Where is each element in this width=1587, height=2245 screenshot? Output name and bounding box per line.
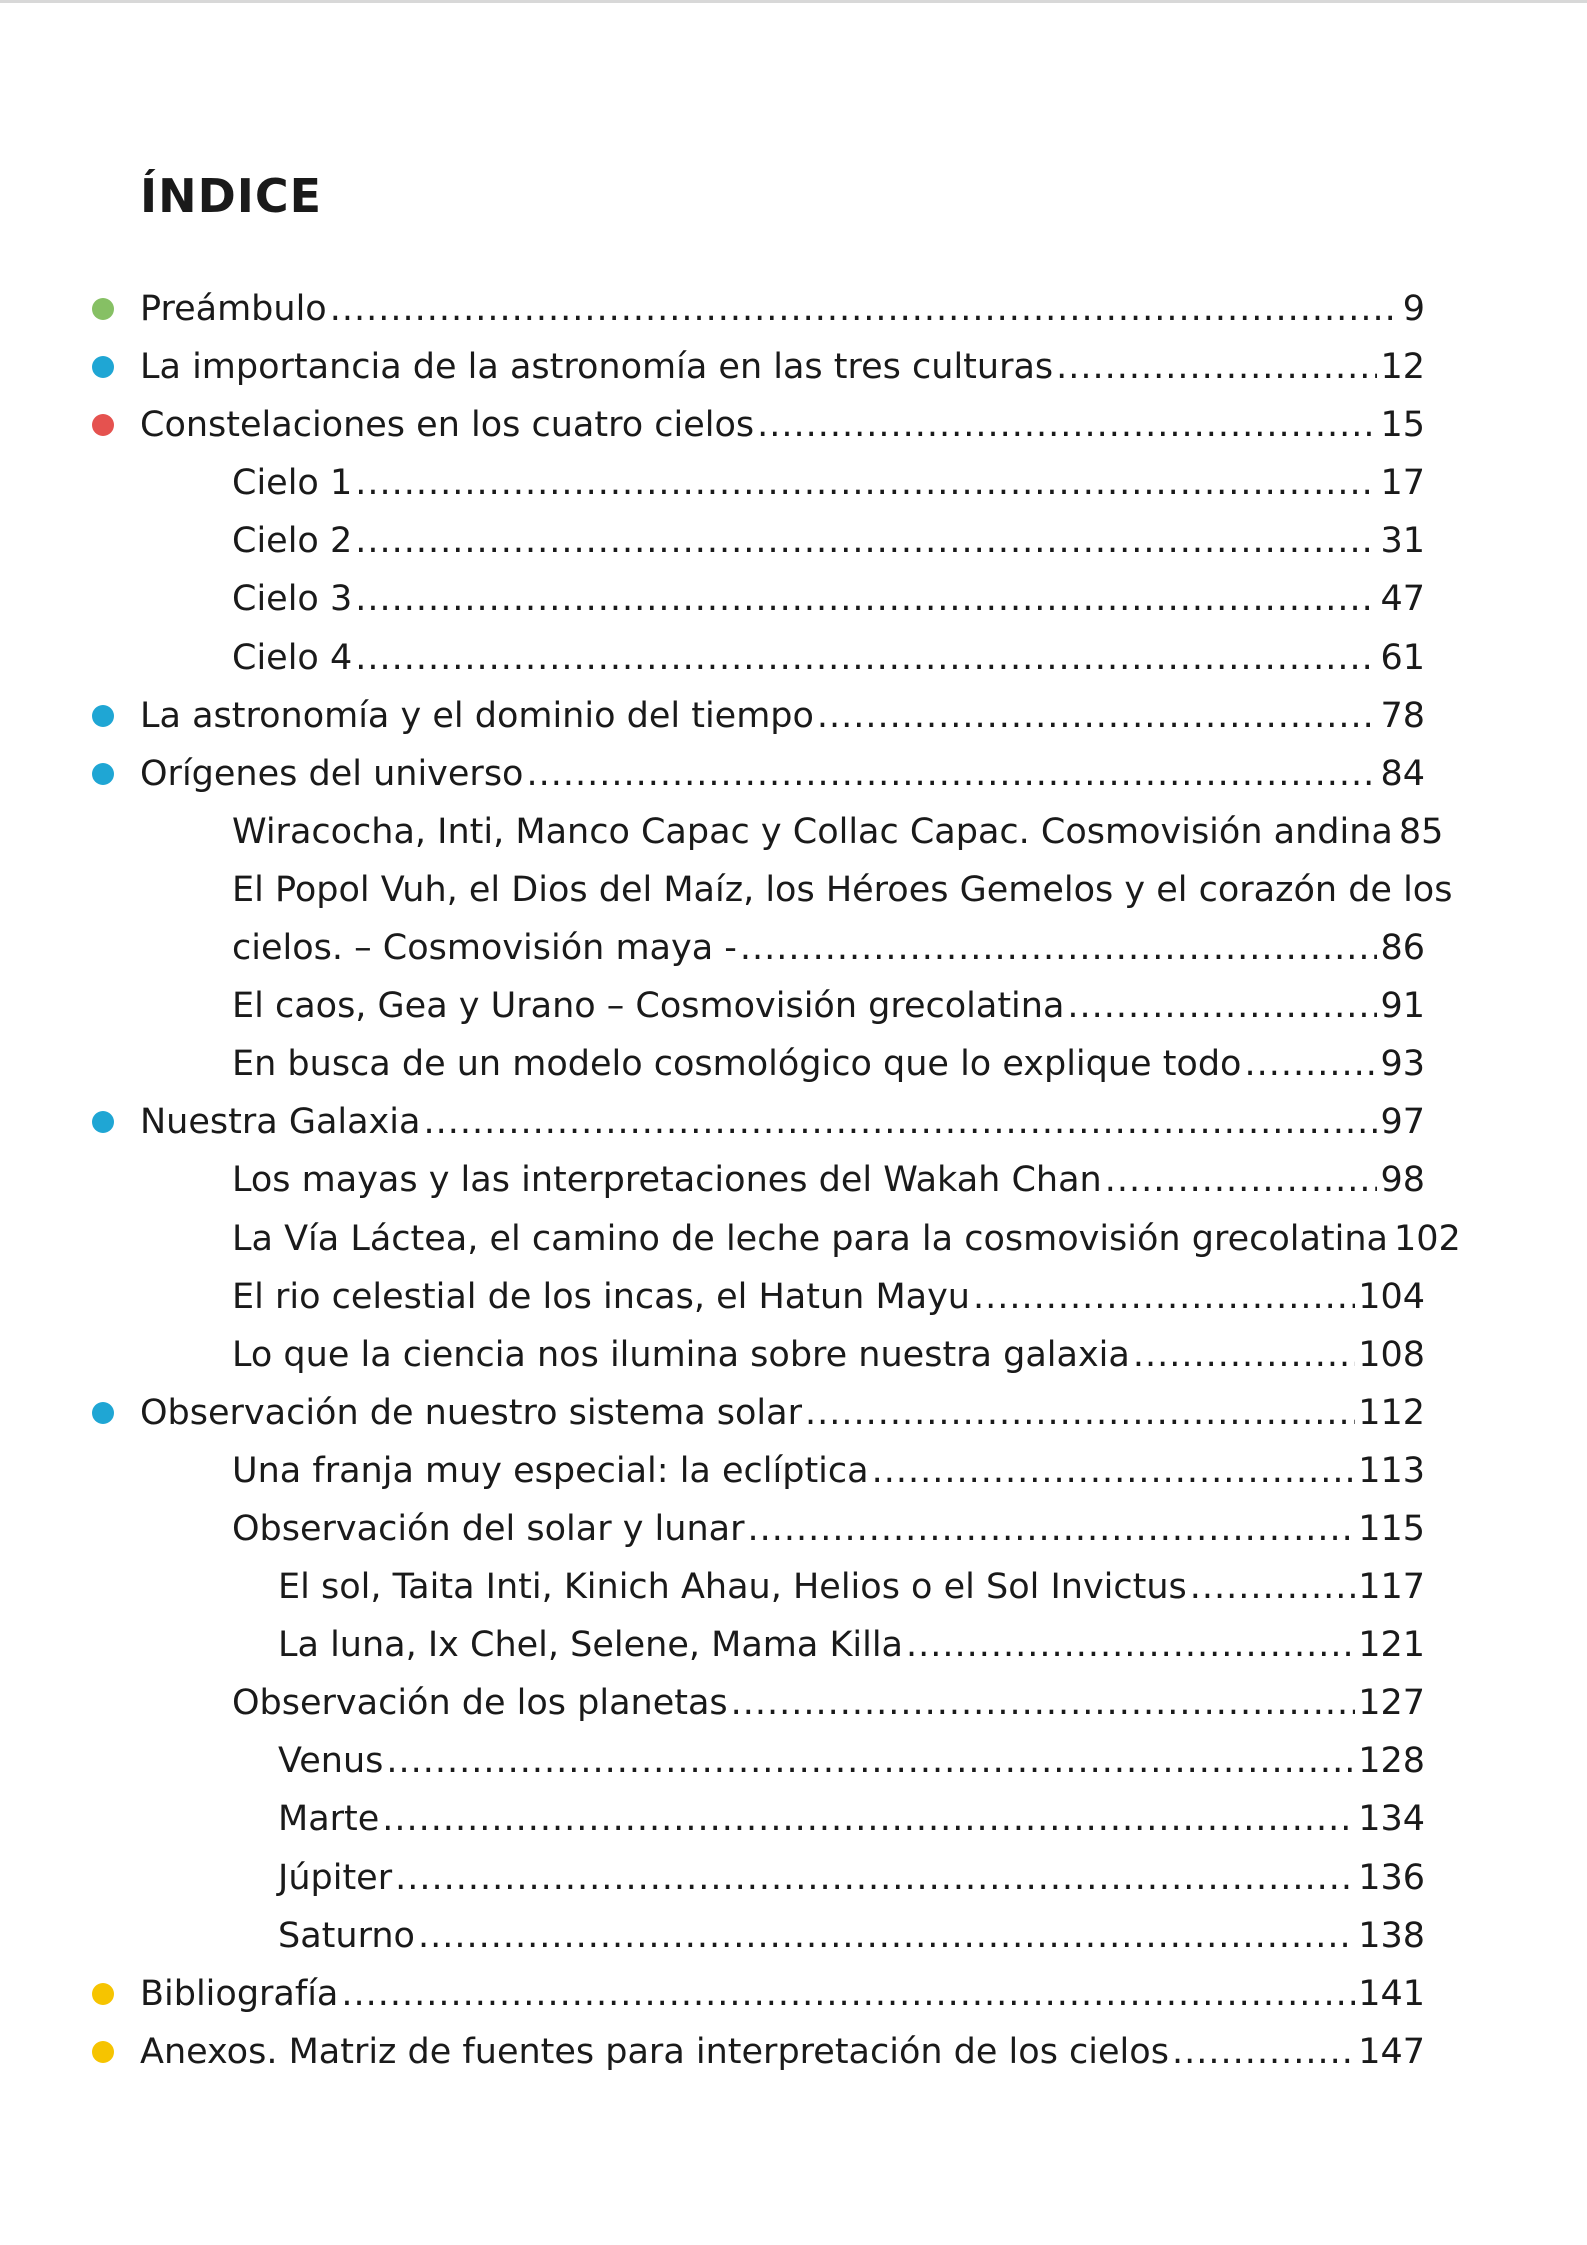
toc-entry <box>0 338 1587 396</box>
toc-entry <box>0 1616 1587 1674</box>
toc-entry <box>0 629 1587 687</box>
page-number: 47 <box>1380 579 1425 620</box>
toc-entry <box>0 687 1587 745</box>
dot-leader <box>382 1790 1355 1848</box>
entry-title: Preámbulo <box>140 289 327 329</box>
page-number: 61 <box>1380 637 1425 678</box>
dot-leader <box>1105 1151 1378 1209</box>
bullet-dot <box>92 1983 114 2005</box>
top-border <box>0 0 1587 3</box>
toc-entry <box>0 745 1587 803</box>
entry-title: Observación de nuestro sistema solar <box>140 1392 802 1433</box>
entry-title: El sol, Taita Inti, Kinich Ahau, Helios o el Sol Invictus <box>278 1567 1187 1608</box>
entry-title: Orígenes del universo <box>140 753 524 794</box>
dot-leader <box>817 687 1378 745</box>
toc-entry <box>0 454 1587 512</box>
dot-leader <box>341 1965 1355 2023</box>
toc-entry <box>0 977 1587 1035</box>
toc-entry <box>0 1326 1587 1384</box>
page-number: 136 <box>1358 1857 1425 1898</box>
dot-leader <box>418 1907 1355 1965</box>
entry-title: El caos, Gea y Urano – Cosmovisión grecolatina <box>232 986 1065 1027</box>
dot-leader <box>355 512 1377 570</box>
toc-entry <box>0 1151 1587 1209</box>
page-number: 115 <box>1358 1508 1425 1549</box>
page-number: 134 <box>1358 1799 1425 1840</box>
dot-leader <box>805 1384 1355 1442</box>
toc-entry <box>0 1849 1587 1907</box>
toc-entry <box>0 570 1587 628</box>
page-number: 15 <box>1380 405 1425 446</box>
dot-leader <box>395 1849 1355 1907</box>
toc-entry <box>0 1790 1587 1848</box>
page-number: 85 <box>1398 811 1444 852</box>
dot-leader <box>386 1732 1355 1790</box>
dot-leader <box>906 1616 1355 1674</box>
bullet-dot <box>92 763 114 785</box>
dot-leader <box>1067 977 1377 1035</box>
dot-leader <box>1133 1326 1355 1384</box>
bullet-dot <box>92 705 114 727</box>
toc-entry <box>0 1384 1587 1442</box>
entry-title: Observación del solar y lunar <box>232 1508 745 1549</box>
entry-title: Una franja muy especial: la eclíptica <box>232 1450 869 1491</box>
toc-entry <box>0 280 1587 338</box>
entry-title: Constelaciones en los cuatro cielos <box>140 405 755 446</box>
entry-title: El rio celestial de los incas, el Hatun Mayu <box>232 1276 970 1317</box>
toc-entry <box>0 1732 1587 1790</box>
toc-entry <box>0 2023 1587 2081</box>
dot-leader <box>355 570 1377 628</box>
page-number: 121 <box>1358 1625 1425 1666</box>
entry-title: cielos. – Cosmovisión maya - <box>232 927 737 968</box>
bullet-dot <box>92 298 114 320</box>
page-number: 147 <box>1358 2031 1425 2072</box>
page-number: 31 <box>1380 521 1425 562</box>
dot-leader <box>1190 1558 1355 1616</box>
entry-title: Cielo 4 <box>232 637 353 678</box>
page-number: 104 <box>1358 1276 1425 1317</box>
bullet-dot <box>92 2041 114 2063</box>
dot-leader <box>973 1268 1355 1326</box>
entry-title: Cielo 3 <box>232 579 353 620</box>
dot-leader <box>423 1093 1377 1151</box>
table-of-contents <box>0 280 1587 2081</box>
entry-title: Cielo 2 <box>232 521 353 562</box>
page-number: 97 <box>1380 1102 1425 1143</box>
entry-title: La Vía Láctea, el camino de leche para la cosmovisión grecolatina <box>232 1218 1389 1259</box>
page-number: 128 <box>1358 1741 1425 1782</box>
dot-leader <box>747 1500 1355 1558</box>
toc-entry <box>0 1210 1587 1268</box>
toc-entry <box>0 1093 1587 1151</box>
dot-leader <box>330 280 1400 338</box>
toc-entry <box>0 1268 1587 1326</box>
page-title: ÍNDICE <box>140 169 323 223</box>
toc-entry <box>0 1442 1587 1500</box>
entry-title: La importancia de la astronomía en las tres culturas <box>140 347 1054 388</box>
toc-entry <box>0 1674 1587 1732</box>
page-number: 86 <box>1380 927 1425 968</box>
entry-title: La astronomía y el dominio del tiempo <box>140 695 814 736</box>
page-number: 113 <box>1358 1450 1425 1491</box>
page-number: 117 <box>1358 1567 1425 1608</box>
bullet-dot <box>92 1402 114 1424</box>
toc-entry <box>0 1965 1587 2023</box>
page-number: 84 <box>1380 753 1425 794</box>
toc-entry <box>0 512 1587 570</box>
entry-title: Bibliografía <box>140 1973 339 2014</box>
page-number: 93 <box>1380 1044 1425 1085</box>
page-number: 91 <box>1380 986 1425 1027</box>
entry-title: Nuestra Galaxia <box>140 1102 421 1143</box>
bullet-dot <box>92 1111 114 1133</box>
dot-leader <box>740 919 1378 977</box>
entry-title: Wiracocha, Inti, Manco Capac y Collac Capac. Cosmovisión andina <box>232 811 1393 852</box>
page-number: 102 <box>1394 1218 1461 1259</box>
toc-entry <box>0 803 1587 861</box>
entry-title: Saturno <box>278 1915 415 1956</box>
toc-entry <box>0 861 1587 977</box>
entry-title: Marte <box>278 1799 380 1840</box>
entry-title: En busca de un modelo cosmológico que lo explique todo <box>232 1044 1242 1085</box>
entry-title: Anexos. Matriz de fuentes para interpretación de los cielos <box>140 2031 1169 2072</box>
page-number: 98 <box>1380 1160 1425 1201</box>
page-number: 17 <box>1380 463 1425 504</box>
bullet-dot <box>92 414 114 436</box>
entry-title-line1: El Popol Vuh, el Dios del Maíz, los Héroes Gemelos y el corazón de los <box>232 869 1453 910</box>
entry-title: Observación de los planetas <box>232 1683 728 1724</box>
dot-leader <box>1172 2023 1355 2081</box>
entry-title: Lo que la ciencia nos ilumina sobre nuestra galaxia <box>232 1334 1130 1375</box>
toc-entry <box>0 1500 1587 1558</box>
entry-title: Los mayas y las interpretaciones del Wakah Chan <box>232 1160 1102 1201</box>
dot-leader <box>355 629 1377 687</box>
page-number: 112 <box>1358 1392 1425 1433</box>
dot-leader <box>757 396 1377 454</box>
entry-title: Júpiter <box>278 1857 393 1898</box>
entry-title: La luna, Ix Chel, Selene, Mama Killa <box>278 1625 904 1666</box>
entry-title: Cielo 1 <box>232 463 353 504</box>
page-number: 141 <box>1358 1973 1425 2014</box>
page-number: 138 <box>1358 1915 1425 1956</box>
entry-title: Venus <box>278 1741 384 1782</box>
page-number: 12 <box>1380 347 1425 388</box>
toc-entry <box>0 396 1587 454</box>
toc-entry <box>0 1907 1587 1965</box>
dot-leader <box>1244 1035 1377 1093</box>
toc-entry <box>0 1558 1587 1616</box>
page-number: 108 <box>1358 1334 1425 1375</box>
page-number: 9 <box>1402 289 1425 329</box>
dot-leader <box>355 454 1377 512</box>
bullet-dot <box>92 356 114 378</box>
toc-entry <box>0 1035 1587 1093</box>
dot-leader <box>731 1674 1356 1732</box>
page-number: 78 <box>1380 695 1425 736</box>
page-number: 127 <box>1358 1683 1425 1724</box>
dot-leader <box>526 745 1377 803</box>
dot-leader <box>1056 338 1377 396</box>
dot-leader <box>872 1442 1356 1500</box>
